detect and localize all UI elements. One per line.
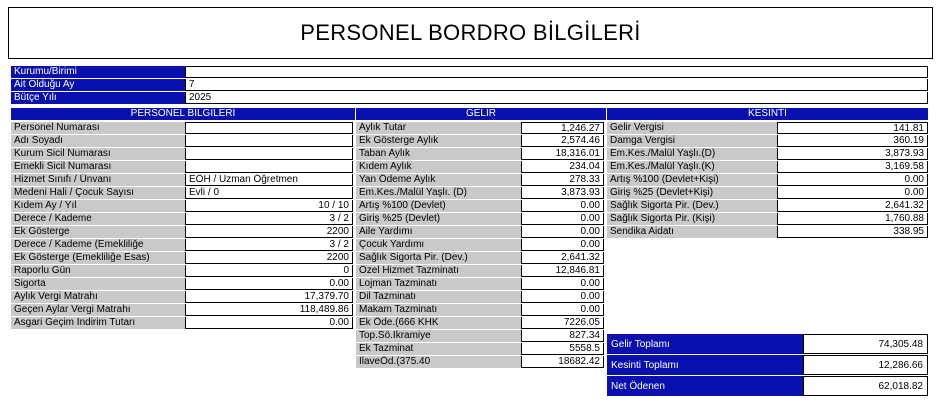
gelir-value: 0.00 — [521, 200, 604, 212]
kesinti-label: Gelir Vergisi — [607, 122, 777, 134]
gelir-label: Em.Kes./Malül Yaşlı. (D) — [356, 187, 521, 199]
personel-value: 3 / 2 — [185, 239, 353, 251]
kesinti-label: Sağlık Sigorta Pir. (Kişi) — [607, 213, 777, 225]
personel-value: 3 / 2 — [185, 213, 353, 225]
gelir-label: Top.Sö.İkramiye — [356, 330, 521, 342]
total-value: 74,305.48 — [803, 334, 928, 354]
personel-value — [185, 135, 353, 147]
total-value: 62,018.82 — [803, 376, 928, 396]
personel-label: Adı Soyadı — [11, 135, 185, 147]
gelir-label: Dil Tazminatı — [356, 291, 521, 303]
personel-label: Geçen Aylar Vergi Matrahı — [11, 304, 185, 316]
kesinti-value: 360.19 — [777, 135, 928, 147]
kesinti-label: Giriş %25 (Devlet+Kişi) — [607, 187, 777, 199]
kesinti-label: Artış %100 (Devlet+Kişi) — [607, 174, 777, 186]
personel-label: Aylık Vergi Matrahı — [11, 291, 185, 303]
total-value: 12,286.66 — [803, 355, 928, 375]
gelir-value: 3,873.93 — [521, 187, 604, 199]
gelir-label: Özel Hizmet Tazminatı — [356, 265, 521, 277]
gelir-label: Aylık Tutar — [356, 122, 521, 134]
personel-label: Kurum Sicil Numarası — [11, 148, 185, 160]
personel-label: Ek Gösterge (Emekliliğe Esas) — [11, 252, 185, 264]
kesinti-label: Em.Kes./Malül Yaşlı.(K) — [607, 161, 777, 173]
gelir-value: 12,846.81 — [521, 265, 604, 277]
personel-label: Derece / Kademe (Emekliliğe — [11, 239, 185, 251]
personel-value: 0.00 — [185, 278, 353, 290]
gelir-value: 827.34 — [521, 330, 604, 342]
personel-value: 118,489.86 — [185, 304, 353, 316]
gelir-label: Ek Gösterge Aylık — [356, 135, 521, 147]
kesinti-value: 338.95 — [777, 226, 928, 238]
gelir-value: 0.00 — [521, 304, 604, 316]
header-gelir: GELİR — [356, 108, 606, 120]
kesinti-label: Em.Kes./Malül Yaşlı.(D) — [607, 148, 777, 160]
personel-label: Kıdem Ay / Yıl — [11, 200, 185, 212]
personel-value: 0.00 — [185, 317, 353, 329]
gelir-label: Ek Tazminat — [356, 343, 521, 355]
personel-label: Raporlu Gün — [11, 265, 185, 277]
personel-value: 2200 — [185, 226, 353, 238]
gelir-label: Artış %100 (Devlet) — [356, 200, 521, 212]
kesinti-value: 141.81 — [777, 122, 928, 134]
gelir-value: 18682.42 — [521, 356, 604, 368]
personel-value: 17,379.70 — [185, 291, 353, 303]
personel-value: Evli / 0 — [185, 187, 353, 199]
info-label: Kurumu/Birimi — [11, 66, 185, 78]
info-label: Ait Olduğu Ay — [11, 79, 185, 91]
personel-label: Emekli Sicil Numarası — [11, 161, 185, 173]
personel-value: 0 — [185, 265, 353, 277]
info-value: 2025 — [185, 92, 928, 104]
total-label: Net Ödenen — [607, 376, 803, 396]
personel-value — [185, 161, 353, 173]
personel-value: EÖH / Uzman Öğretmen — [185, 174, 353, 186]
personel-label: Personel Numarası — [11, 122, 185, 134]
info-label: Bütçe Yılı — [11, 92, 185, 104]
gelir-value: 0.00 — [521, 213, 604, 225]
gelir-value: 5558.5 — [521, 343, 604, 355]
personel-label: Asgari Geçim İndirim Tutarı — [11, 317, 185, 329]
title-box — [8, 7, 933, 59]
gelir-value: 0.00 — [521, 239, 604, 251]
total-label: Kesinti Toplamı — [607, 355, 803, 375]
personel-value — [185, 122, 353, 134]
personel-value — [185, 148, 353, 160]
kesinti-label: Sendika Aidatı — [607, 226, 777, 238]
gelir-value: 0.00 — [521, 278, 604, 290]
gelir-label: Lojman Tazminatı — [356, 278, 521, 290]
gelir-value: 0.00 — [521, 291, 604, 303]
personel-label: Medeni Hali / Çocuk Sayısı — [11, 187, 185, 199]
personel-value: 2200 — [185, 252, 353, 264]
gelir-value: 0.00 — [521, 226, 604, 238]
personel-value: 10 / 10 — [185, 200, 353, 212]
gelir-value: 1,246.27 — [521, 122, 604, 134]
personel-label: Hizmet Sınıfı / Ünvanı — [11, 174, 185, 186]
gelir-value: 7226.05 — [521, 317, 604, 329]
info-value — [185, 66, 928, 78]
gelir-value: 2,641.32 — [521, 252, 604, 264]
gelir-value: 2,574.46 — [521, 135, 604, 147]
gelir-label: İlaveÖd.(375.40 — [356, 356, 521, 368]
personel-label: Ek Gösterge — [11, 226, 185, 238]
kesinti-value: 1,760.88 — [777, 213, 928, 225]
gelir-label: Aile Yardımı — [356, 226, 521, 238]
gelir-value: 18,316.01 — [521, 148, 604, 160]
gelir-label: Taban Aylık — [356, 148, 521, 160]
gelir-label: Makam Tazminatı — [356, 304, 521, 316]
gelir-label: Ek Öde.(666 KHK — [356, 317, 521, 329]
kesinti-value: 3,873.93 — [777, 148, 928, 160]
personel-label: Sigorta — [11, 278, 185, 290]
header-personel: PERSONEL BİLGİLERİ — [11, 108, 355, 120]
kesinti-value: 2,641.32 — [777, 200, 928, 212]
gelir-value: 278.33 — [521, 174, 604, 186]
kesinti-value: 0.00 — [777, 174, 928, 186]
gelir-label: Sağlık Sigorta Pir. (Dev.) — [356, 252, 521, 264]
kesinti-label: Damga Vergisi — [607, 135, 777, 147]
info-value: 7 — [185, 79, 928, 91]
total-label: Gelir Toplamı — [607, 334, 803, 354]
gelir-label: Çocuk Yardımı — [356, 239, 521, 251]
header-kesinti: KESİNTİ — [607, 108, 928, 120]
gelir-value: 234.04 — [521, 161, 604, 173]
kesinti-value: 3,169.58 — [777, 161, 928, 173]
kesinti-value: 0.00 — [777, 187, 928, 199]
gelir-label: Kıdem Aylık — [356, 161, 521, 173]
kesinti-label: Sağlık Sigorta Pir. (Dev.) — [607, 200, 777, 212]
personel-label: Derece / Kademe — [11, 213, 185, 225]
gelir-label: Giriş %25 (Devlet) — [356, 213, 521, 225]
gelir-label: Yan Ödeme Aylık — [356, 174, 521, 186]
page-title: PERSONEL BORDRO BİLGİLERİ — [300, 20, 641, 45]
